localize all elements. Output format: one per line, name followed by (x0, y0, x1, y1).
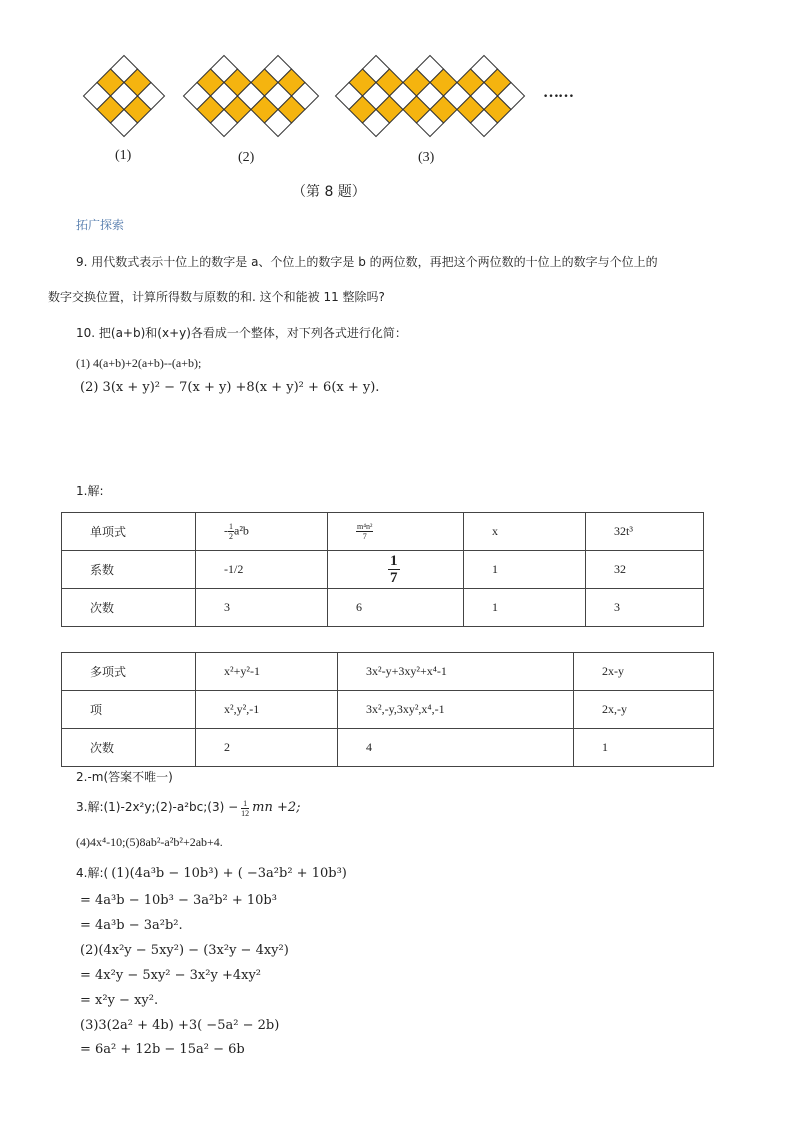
table-cell: 1 (464, 551, 586, 589)
table-row (62, 513, 704, 551)
table-cell: 次数 (62, 729, 196, 767)
answer-3-line2: (4)4x⁴-10;(5)8ab²-a²b²+2ab+4. (76, 835, 223, 849)
q10-text: 10. 把(a+b)和(x+y)各看成一个整体，对下列各式进行化简： (76, 326, 407, 340)
monomial: a²b (234, 523, 249, 538)
monomial-table (61, 512, 704, 627)
table-cell: 项 (62, 691, 196, 729)
table-cell: 系数 (62, 551, 196, 589)
table-cell: 6 (328, 589, 464, 627)
polynomial-table (61, 652, 714, 767)
table-row (62, 729, 714, 767)
fraction: $\frac{1}{2}$ (229, 522, 233, 541)
answer-4 (76, 864, 347, 881)
table-cell (196, 513, 328, 551)
table-cell: 单项式 (62, 513, 196, 551)
table-cell: 32 (586, 551, 704, 589)
answer-4-line: = 6a² + 12b − 15a² − 6b (80, 1042, 245, 1057)
answer-4-line: (1)(4a³b − 10b³) + ( −3a²b² + 10b³) (111, 866, 347, 881)
answer-4-line: = 4a³b − 10b³ − 3a²b² + 10b³ (80, 893, 277, 908)
table-cell: x²,y²,-1 (196, 691, 338, 729)
q9-line2: 数字交换位置，计算所得数与原数的和. 这个和能被 11 整除吗? (48, 290, 385, 304)
q9-line1: 9. 用代数式表示十位上的数字是 a、个位上的数字是 b 的两位数，再把这个两位数的十位上的数字与个位上的 (76, 255, 658, 269)
table-cell: 2 (196, 729, 338, 767)
figure-label-3: (3) (418, 150, 435, 165)
answer-4-line: = 4x²y − 5xy² − 3x²y +4xy² (80, 968, 261, 983)
figure-label-1: (1) (115, 148, 132, 163)
table-cell: -1/2 (196, 551, 328, 589)
answer-3-head: 3.解:(1)-2x²y;(2)-a²bc;(3) − (76, 800, 239, 814)
table-cell: x (464, 513, 586, 551)
fraction: $\frac{1}{12}$ (241, 798, 250, 818)
table-cell: 1 (464, 589, 586, 627)
answer-4-line: (3)3(2a² + 4b) +3( −5a² − 2b) (80, 1018, 280, 1033)
answer-4-line: (2)(4x²y − 5xy²) − (3x²y − 4xy²) (80, 943, 289, 958)
table-cell: 3 (196, 589, 328, 627)
table-cell: 3x²,-y,3xy²,x⁴,-1 (338, 691, 574, 729)
table-cell: 1 (574, 729, 714, 767)
table-cell (328, 513, 464, 551)
table-cell: 4 (338, 729, 574, 767)
table-cell (328, 551, 464, 589)
answer-4-label: 4.解:( (76, 866, 109, 880)
table-row (62, 691, 714, 729)
table-cell: 次数 (62, 589, 196, 627)
table-cell: 多项式 (62, 653, 196, 691)
answer-1-label: 1.解: (76, 484, 104, 498)
figure-label-2: (2) (238, 150, 255, 165)
q10-part2: (2) 3(x + y)² − 7(x + y) +8(x + y)² + 6(x + y). (80, 380, 380, 395)
table-cell: 3 (586, 589, 704, 627)
table-row (62, 653, 714, 691)
table-cell: 3x²-y+3xy²+x⁴-1 (338, 653, 574, 691)
figure-caption: （第 8 题） (292, 184, 366, 200)
table-cell: 2x,-y (574, 691, 714, 729)
answer-3-line1 (76, 798, 301, 818)
frac-sign: - (224, 523, 228, 538)
answer-4-line: = x²y − xy². (80, 993, 159, 1008)
table-cell: 2x-y (574, 653, 714, 691)
figure-ellipsis: …… (543, 84, 573, 101)
answer-3-tail: mn +2; (252, 800, 301, 815)
table-row (62, 551, 704, 589)
pattern-figure (0, 40, 793, 150)
table-cell: x²+y²-1 (196, 653, 338, 691)
fraction: $\frac{\text{m⁴n²}}{7}$ (357, 522, 373, 541)
answer-4-line: = 4a³b − 3a²b². (80, 918, 183, 933)
fraction: $\frac{1}{7}$ (390, 553, 398, 586)
table-cell: 32t³ (586, 513, 704, 551)
section-title: 拓广探索 (76, 218, 125, 232)
answer-2: 2.-m(答案不唯一) (76, 770, 173, 784)
table-row (62, 589, 704, 627)
q10-part1: (1) 4(a+b)+2(a+b)--(a+b); (76, 356, 202, 370)
